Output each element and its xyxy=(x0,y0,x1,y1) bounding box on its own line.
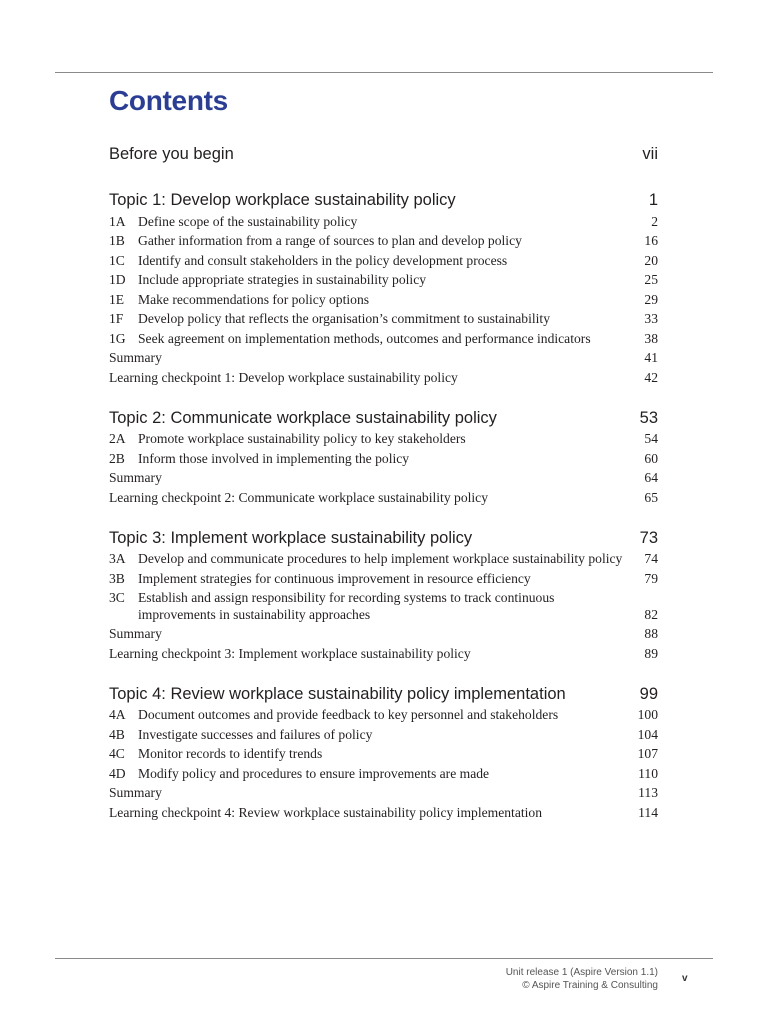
toc-entry[interactable] xyxy=(109,625,658,645)
entry-page-number: 65 xyxy=(644,489,658,505)
toc-entry[interactable] xyxy=(109,569,658,589)
topic-section xyxy=(109,406,658,508)
toc-entry[interactable] xyxy=(109,251,658,271)
entry-title: Learning checkpoint 3: Implement workplace sustainability policy xyxy=(109,645,471,661)
topic-section xyxy=(109,188,658,388)
toc-entry[interactable] xyxy=(109,488,658,508)
top-rule xyxy=(55,72,713,73)
entry-code: 3B xyxy=(109,570,125,586)
toc-entry[interactable] xyxy=(109,449,658,469)
entry-page-number: 88 xyxy=(644,626,658,641)
entry-title: Implement strategies for continuous improvement in resource efficiency xyxy=(138,570,531,586)
toc-entry[interactable] xyxy=(109,764,658,784)
toc-entry[interactable] xyxy=(109,589,658,625)
entry-code: 1A xyxy=(109,213,126,229)
topic-page-number: 53 xyxy=(639,408,658,427)
entry-title: Modify policy and procedures to ensure improvements are made xyxy=(138,765,490,781)
toc-entry[interactable] xyxy=(109,349,658,369)
entry-page-number: 41 xyxy=(644,350,658,365)
footer-copyright: © Aspire Training & Consulting xyxy=(522,980,658,991)
entry-title: Summary xyxy=(109,785,162,800)
topic-page-number: 99 xyxy=(639,684,658,703)
entry-title: Summary xyxy=(109,350,162,365)
entry-title: Inform those involved in implementing the policy xyxy=(138,450,410,466)
topic-heading-row[interactable] xyxy=(109,406,658,430)
entry-title: Define scope of the sustainability policy xyxy=(138,213,358,229)
entry-title: Identify and consult stakeholders in the policy development process xyxy=(138,252,508,268)
entry-title: Learning checkpoint 4: Review workplace sustainability policy implementation xyxy=(109,804,542,820)
entry-page-number: 25 xyxy=(644,272,658,287)
entry-page-number: 42 xyxy=(644,369,658,385)
page-title: Contents xyxy=(109,85,228,116)
toc-entry[interactable] xyxy=(109,784,658,804)
page-number: v xyxy=(682,973,688,984)
entry-page-number: 29 xyxy=(644,291,658,307)
entry-page-number: 54 xyxy=(644,431,658,446)
entry-code: 3C xyxy=(109,590,125,605)
topic-heading-row[interactable] xyxy=(109,682,658,706)
entry-page-number: 20 xyxy=(644,252,658,268)
entry-title: Monitor records to identify trends xyxy=(138,746,323,761)
entry-title: Summary xyxy=(109,626,162,641)
topic-heading-row[interactable] xyxy=(109,526,658,550)
entry-title: Include appropriate strategies in sustainability policy xyxy=(138,272,427,287)
entry-title: Learning checkpoint 2: Communicate workplace sustainability policy xyxy=(109,489,489,505)
entry-code: 3A xyxy=(109,551,126,566)
entry-page-number: 89 xyxy=(644,645,658,661)
toc-entry[interactable] xyxy=(109,803,658,823)
entry-page-number: 79 xyxy=(644,570,658,586)
toc-entry[interactable] xyxy=(109,725,658,745)
before-you-begin-row[interactable] xyxy=(109,142,658,166)
entry-page-number: 104 xyxy=(637,726,658,742)
topic-section xyxy=(109,526,658,664)
topic-page-number: 73 xyxy=(639,528,658,547)
entry-title: Establish and assign responsibility for recording systems to track continuous improvements in sustainability approaches xyxy=(138,590,555,622)
toc-entry[interactable] xyxy=(109,644,658,664)
entry-page-number: 74 xyxy=(644,551,658,566)
entry-code: 4D xyxy=(109,765,126,781)
entry-code: 4A xyxy=(109,707,126,722)
topics-list xyxy=(109,188,658,823)
entry-page-number: 60 xyxy=(644,450,658,466)
entry-title: Summary xyxy=(109,470,162,485)
bottom-rule xyxy=(55,958,713,959)
topic-heading: Topic 3: Implement workplace sustainability policy xyxy=(109,528,473,547)
entry-code: 2A xyxy=(109,431,126,446)
entry-page-number: 82 xyxy=(644,606,658,622)
entry-code: 1C xyxy=(109,252,125,268)
before-you-begin-page: vii xyxy=(642,145,658,163)
topic-page-number: 1 xyxy=(648,191,658,209)
toc-entry[interactable] xyxy=(109,745,658,765)
entry-page-number: 64 xyxy=(644,470,658,485)
entry-page-number: 114 xyxy=(638,804,658,820)
toc-entry[interactable] xyxy=(109,368,658,388)
entry-title: Develop policy that reflects the organisation’s commitment to sustainability xyxy=(138,311,551,326)
toc-entry[interactable] xyxy=(109,550,658,570)
entry-code: 1F xyxy=(109,311,124,326)
entry-title: Gather information from a range of sources to plan and develop policy xyxy=(138,233,522,248)
toc-entry[interactable] xyxy=(109,706,658,726)
entry-code: 1E xyxy=(109,291,125,307)
entry-title: Make recommendations for policy options xyxy=(138,291,370,307)
toc-entry[interactable] xyxy=(109,430,658,450)
topic-heading: Topic 1: Develop workplace sustainability policy xyxy=(109,191,456,209)
entry-title: Learning checkpoint 1: Develop workplace sustainability policy xyxy=(109,369,458,385)
topic-section xyxy=(109,682,658,823)
entry-code: 1G xyxy=(109,330,126,346)
topic-heading: Topic 2: Communicate workplace sustainability policy xyxy=(109,408,497,427)
entry-title: Investigate successes and failures of policy xyxy=(138,726,373,742)
toc-entry[interactable] xyxy=(109,271,658,291)
entry-page-number: 107 xyxy=(637,746,658,761)
entry-page-number: 100 xyxy=(637,707,658,722)
topic-heading: Topic 4: Review workplace sustainability policy implementation xyxy=(109,684,566,703)
topic-heading-row[interactable] xyxy=(109,188,658,212)
entry-code: 1B xyxy=(109,233,125,248)
toc-entry[interactable] xyxy=(109,212,658,232)
entry-page-number: 110 xyxy=(638,765,658,781)
entry-code: 4B xyxy=(109,726,125,742)
footer-credits xyxy=(506,966,658,992)
table-of-contents xyxy=(109,142,658,841)
toc-entry[interactable] xyxy=(109,290,658,310)
entry-page-number: 16 xyxy=(644,233,658,248)
entry-code: 2B xyxy=(109,450,125,466)
footer-unit-release: Unit release 1 (Aspire Version 1.1) xyxy=(505,967,658,978)
toc-entry[interactable] xyxy=(109,329,658,349)
toc-entry[interactable] xyxy=(109,232,658,252)
entry-title: Seek agreement on implementation methods, outcomes and performance indicators xyxy=(138,330,591,346)
entry-page-number: 38 xyxy=(644,330,658,346)
entry-page-number: 113 xyxy=(638,785,658,800)
entry-code: 4C xyxy=(109,746,125,761)
entry-title: Develop and communicate procedures to help implement workplace sustainability policy xyxy=(138,551,623,566)
entry-title: Promote workplace sustainability policy to key stakeholders xyxy=(138,431,466,446)
entry-title: Document outcomes and provide feedback to key personnel and stakeholders xyxy=(138,707,559,722)
entry-code: 1D xyxy=(109,272,126,287)
entry-page-number: 2 xyxy=(651,213,658,229)
toc-entry[interactable] xyxy=(109,469,658,489)
entry-page-number: 33 xyxy=(644,311,658,326)
before-you-begin-label: Before you begin xyxy=(109,145,234,163)
toc-entry[interactable] xyxy=(109,310,658,330)
